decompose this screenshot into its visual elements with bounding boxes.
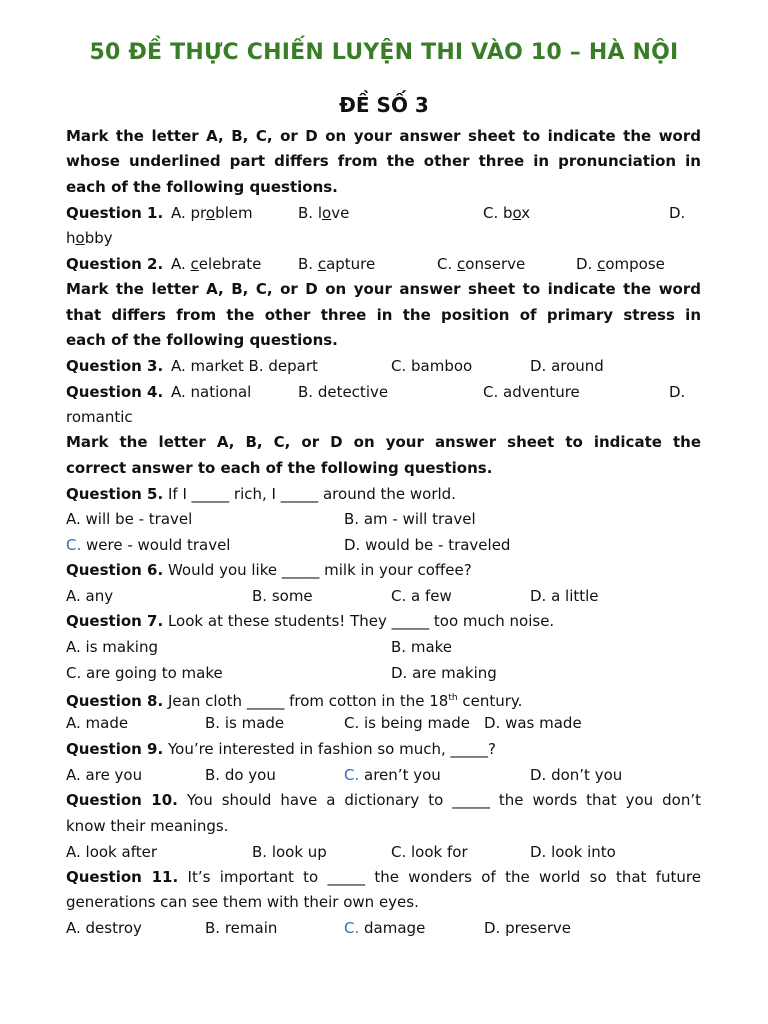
option-d: D. around bbox=[530, 357, 604, 375]
option-b: B. is made bbox=[205, 714, 285, 732]
option-a: A. are you bbox=[66, 766, 143, 784]
question-label: Question 8. bbox=[66, 692, 164, 710]
question-label: Question 4. bbox=[66, 383, 164, 401]
option-d: D. compose bbox=[576, 255, 665, 273]
option-a: A. destroy bbox=[66, 919, 142, 937]
section2-instruction-line2: that differs from the other three in the position of primary stress in bbox=[66, 306, 701, 324]
section3-instruction-line1: Mark the letter A, B, C, or D on your answer sheet to indicate the bbox=[66, 433, 701, 451]
option-d: D. was made bbox=[484, 714, 582, 732]
section1-instruction-line2: whose underlined part differs from the other three in pronunciation in bbox=[66, 152, 701, 170]
option-d-word: romantic bbox=[66, 408, 133, 426]
question-4 bbox=[66, 382, 701, 402]
option-d: D. look into bbox=[530, 843, 616, 861]
question-3 bbox=[66, 356, 701, 376]
option-a: A. look after bbox=[66, 843, 157, 861]
option-b: B. make bbox=[391, 638, 453, 656]
section3-instruction-line2: correct answer to each of the following questions. bbox=[66, 459, 493, 477]
question-text: Would you like _____ milk in your coffee? bbox=[167, 561, 472, 579]
option-d-letter: D. bbox=[669, 383, 686, 401]
option-b: B. some bbox=[252, 587, 313, 605]
option-a: A. national bbox=[171, 383, 252, 401]
option-d: D. are making bbox=[391, 664, 497, 682]
option-a: A. made bbox=[66, 714, 129, 732]
section1-instruction-line3: each of the following questions. bbox=[66, 178, 338, 196]
option-b: B. capture bbox=[298, 255, 376, 273]
question-text: It’s important to _____ the wonders of the world so that future bbox=[187, 868, 701, 886]
question-10-line2: know their meanings. bbox=[66, 817, 229, 835]
option-letter: C. bbox=[344, 766, 360, 784]
option-c: C. a few bbox=[391, 587, 452, 605]
question-text: If I _____ rich, I _____ around the world. bbox=[167, 485, 456, 503]
option-b: B. am - will travel bbox=[344, 510, 476, 528]
option-letter: C. bbox=[66, 536, 82, 554]
option-c: C. look for bbox=[391, 843, 468, 861]
option-b: B. do you bbox=[205, 766, 276, 784]
question-text: You’re interested in fashion so much, _____? bbox=[167, 740, 496, 758]
question-2 bbox=[66, 254, 701, 274]
question-9 bbox=[66, 739, 701, 759]
question-label: Question 6. bbox=[66, 561, 164, 579]
option-b: B. detective bbox=[298, 383, 389, 401]
option-b: B. love bbox=[298, 204, 350, 222]
question-1 bbox=[66, 203, 701, 223]
option-c: C. box bbox=[483, 204, 531, 222]
question-10 bbox=[66, 790, 701, 810]
option-c: C. adventure bbox=[483, 383, 580, 401]
option-a: A. celebrate bbox=[171, 255, 262, 273]
option-a: A. is making bbox=[66, 638, 158, 656]
option-a: A. will be - travel bbox=[66, 510, 193, 528]
option-c: C. are going to make bbox=[66, 664, 223, 682]
option-c: C. bamboo bbox=[391, 357, 473, 375]
section2-instruction-line1: Mark the letter A, B, C, or D on your answer sheet to indicate the word bbox=[66, 280, 701, 298]
question-label: Question 10. bbox=[66, 791, 178, 809]
question-11 bbox=[66, 867, 701, 887]
option-a: A. any bbox=[66, 587, 114, 605]
option-c: C. aren’t you bbox=[344, 766, 441, 784]
option-c: C. is being made bbox=[344, 714, 471, 732]
question-8 bbox=[66, 688, 701, 711]
question-11-line2: generations can see them with their own eyes. bbox=[66, 893, 419, 911]
question-label: Question 3. bbox=[66, 357, 164, 375]
exam-number: ĐỀ SỐ 3 bbox=[339, 93, 429, 117]
document-title: 50 ĐỀ THỰC CHIẾN LUYỆN THI VÀO 10 – HÀ NỘI bbox=[89, 40, 679, 65]
option-letter: C. bbox=[344, 919, 360, 937]
question-text: You should have a dictionary to _____ the words that you don’t bbox=[186, 791, 701, 809]
question-label: Question 1. bbox=[66, 204, 164, 222]
option-d: D. a little bbox=[530, 587, 599, 605]
option-d-letter: D. bbox=[669, 204, 686, 222]
question-text: Jean cloth _____ from cotton in the 18th century. bbox=[167, 692, 523, 710]
option-c: C. damage bbox=[344, 919, 426, 937]
question-label: Question 7. bbox=[66, 612, 164, 630]
question-label: Question 9. bbox=[66, 740, 164, 758]
question-7 bbox=[66, 611, 701, 631]
option-c: C. were - would travel bbox=[66, 536, 231, 554]
question-6 bbox=[66, 560, 701, 580]
question-label: Question 2. bbox=[66, 255, 164, 273]
section1-instruction-line1: Mark the letter A, B, C, or D on your answer sheet to indicate the word bbox=[66, 127, 701, 145]
option-a: A. problem bbox=[171, 204, 253, 222]
question-label: Question 5. bbox=[66, 485, 164, 503]
option-d-word: hobby bbox=[66, 229, 113, 247]
option-d: D. preserve bbox=[484, 919, 571, 937]
option-b: B. remain bbox=[205, 919, 278, 937]
section2-instruction-line3: each of the following questions. bbox=[66, 331, 338, 349]
option-d: D. would be - traveled bbox=[344, 536, 511, 554]
option-a-b: A. market B. depart bbox=[171, 357, 318, 375]
option-c: C. conserve bbox=[437, 255, 526, 273]
question-5 bbox=[66, 484, 701, 504]
option-d: D. don’t you bbox=[530, 766, 623, 784]
question-text: Look at these students! They _____ too much noise. bbox=[167, 612, 555, 630]
question-label: Question 11. bbox=[66, 868, 179, 886]
option-b: B. look up bbox=[252, 843, 327, 861]
